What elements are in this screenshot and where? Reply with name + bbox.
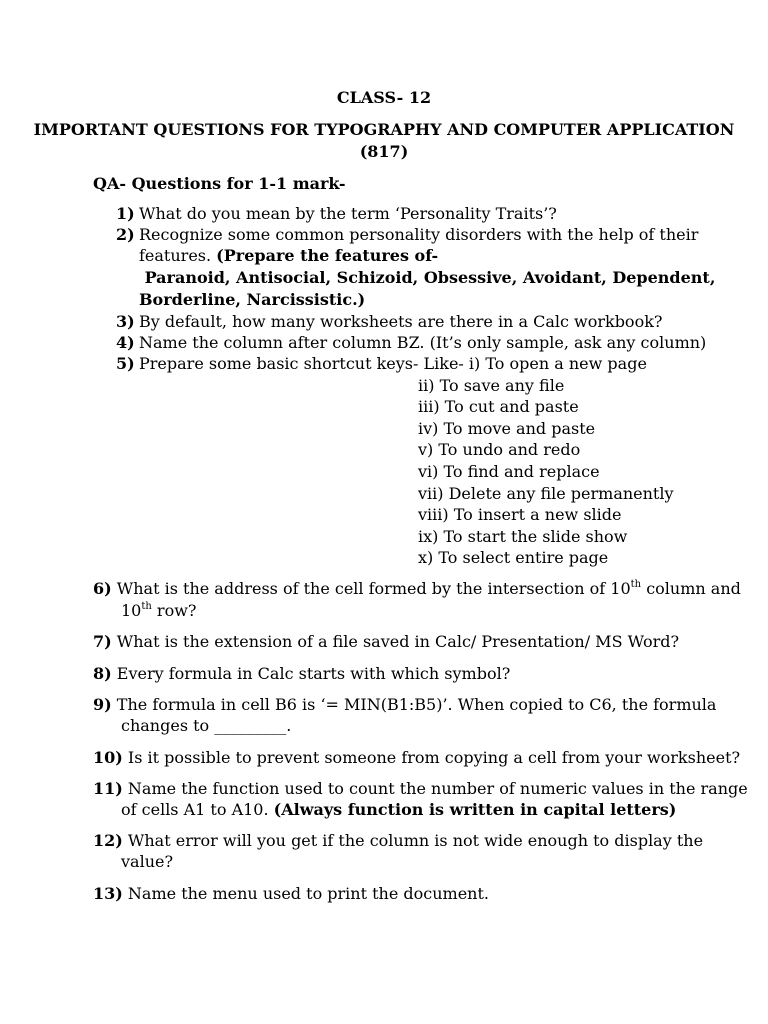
title-line-1: IMPORTANT QUESTIONS FOR TYPOGRAPHY AND COMPUTER APPLICATION [33,120,735,139]
list-item-3-text: By default, how many worksheets are there in a Calc workbook? [139,312,663,331]
question-9-line-1: 9) The formula in cell B6 is ‘= MIN(B1:B5)’. When copied to C6, the formula [93,695,717,714]
shortcut-item: v) To undo and redo [418,440,581,459]
question-6-line-2: 10th row? [121,600,197,620]
question-13: 13) Name the menu used to print the document. [93,884,489,903]
title-line-2: (817) [359,142,409,161]
list-item-2-number: 2) [116,225,135,244]
question-9-line-2: changes to _________. [121,716,292,735]
list-item-1-text: What do you mean by the term ‘Personality Traits’? [139,204,557,223]
shortcut-item: iv) To move and paste [418,419,596,438]
shortcut-item: ii) To save any file [418,376,565,395]
section-heading: QA- Questions for 1-1 mark- [93,174,346,193]
question-12-line-1: 12) What error will you get if the column is not wide enough to display the [93,831,704,850]
question-11-line-2: of cells A1 to A10. (Always function is written in capital letters) [121,800,677,819]
list-item-4-text: Name the column after column BZ. (It’s only sample, ask any column) [139,333,707,352]
shortcut-item: x) To select entire page [418,548,609,567]
list-item-2-line-3: Paranoid, Antisocial, Schizoid, Obsessive, Avoidant, Dependent, [139,268,716,287]
list-item-2-line-2: features. (Prepare the features of- [139,246,439,265]
list-item-1-number: 1) [116,204,135,223]
shortcut-item: viii) To insert a new slide [418,505,622,524]
question-6-line-1: 6) What is the address of the cell formed by the intersection of 10th column and [93,578,741,598]
shortcut-item: iii) To cut and paste [418,397,579,416]
shortcut-item: ix) To start the slide show [418,527,628,546]
list-item-2-line-4: Borderline, Narcissistic.) [139,290,366,309]
question-7: 7) What is the extension of a file saved in Calc/ Presentation/ MS Word? [93,632,680,651]
list-item-5-text: Prepare some basic shortcut keys- Like- i) To open a new page [139,354,647,373]
question-12-line-2: value? [121,852,174,871]
question-8: 8) Every formula in Calc starts with which symbol? [93,664,511,683]
shortcut-item: vii) Delete any file permanently [418,484,674,503]
question-10: 10) Is it possible to prevent someone from copying a cell from your worksheet? [93,748,741,767]
shortcut-item: vi) To find and replace [418,462,600,481]
class-heading: CLASS- 12 [336,88,432,107]
question-11-line-1: 11) Name the function used to count the number of numeric values in the range [93,779,748,798]
list-item-5-number: 5) [116,354,135,373]
list-item-3-number: 3) [116,312,135,331]
list-item-4-number: 4) [116,333,135,352]
list-item-2-line-1: Recognize some common personality disorders with the help of their [139,225,699,244]
